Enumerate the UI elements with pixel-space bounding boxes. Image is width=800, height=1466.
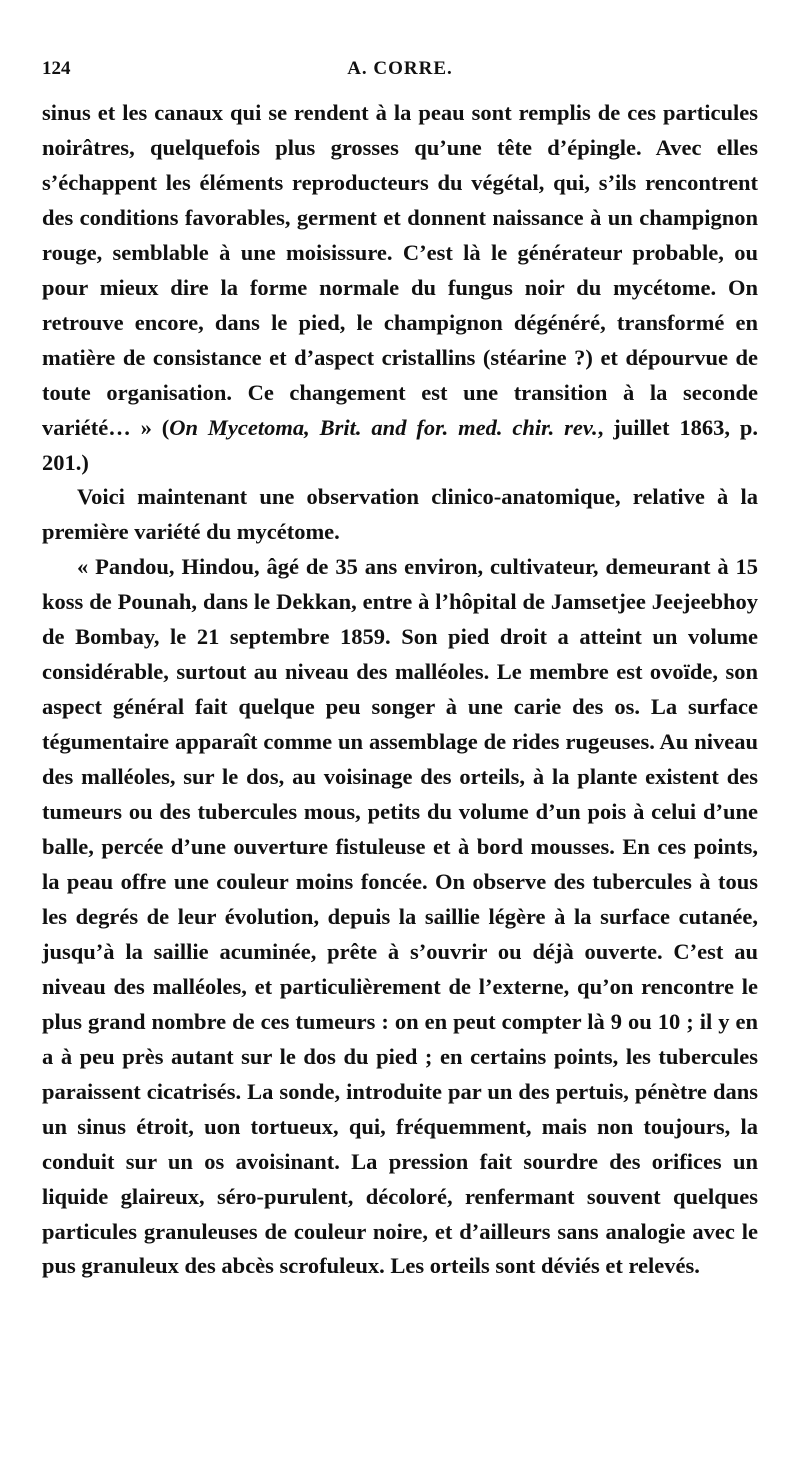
paragraph-text: sinus et les canaux qui se rendent à la peau sont remplis de ces particules noirâtres, quelquefois plus grosses qu’une tête d’épingle. Avec elles s’échappent les éléments reproducteurs du végétal, qui, s’ils rencontrent des conditions favorables, germent et donnent naissance à un champignon rouge, semblable à une moisissure. C’est là le générateur probable, ou pour mieux dire la forme normale du fungus noir du mycétome. On retrouve encore, dans le pied, le champignon dégénéré, transformé en matière de consistance et d’aspect cristallins (stéarine ?) et dépourvue de toute organisation. Ce changement est une transition à la seconde variété… » (: [42, 100, 758, 440]
citation-title: On Mycetoma, Brit. and for. med. chir. rev.: [169, 414, 598, 440]
book-page: [42, 58, 758, 1448]
body-text: [42, 96, 758, 1284]
running-title: A. CORRE.: [347, 58, 453, 79]
paragraph-continuation: [42, 96, 758, 480]
paragraph-case-report: « Pandou, Hindou, âgé de 35 ans environ, cultivateur, demeurant à 15 koss de Pounah, dans le Dekkan, entre à l’hôpital de Jamsetjee Jeejeebhoy de Bombay, le 21 septembre 1859. Son pied droit a atteint un volume considérable, surtout au niveau des malléoles. Le membre est ovoïde, son aspect général fait quelque peu songer à une carie des os. La surface tégumentaire apparaît comme un assemblage de rides rugeuses. Au niveau des malléoles, sur le dos, au voisinage des orteils, à la plante existent des tumeurs ou des tubercules mous, petits du volume d’un pois à celui d’une balle, percée d’une ouverture fistuleuse et à bord mousses. En ces points, la peau offre une couleur moins foncée. On observe des tubercules à tous les degrés de leur évolution, depuis la saillie légère à la surface cutanée, jusqu’à la saillie acuminée, prête à s’ouvrir ou déjà ouverte. C’est au niveau des malléoles, et particulièrement de l’externe, qu’on rencontre le plus grand nombre de ces tumeurs : on en peut compter là 9 ou 10 ; il y en a à peu près autant sur le dos du pied ; en certains points, les tubercules paraissent cicatrisés. La sonde, introduite par un des pertuis, pénètre dans un sinus étroit, uon tortueux, qui, fréquemment, mais non toujours, la conduit sur un os avoisinant. La pression fait sourdre des orifices un liquide glaireux, séro-purulent, décoloré, renfermant souvent quelques particules granuleuses de couleur noire, et d’ailleurs sans analogie avec le pus granuleux des abcès scrofuleux. Les orteils sont déviés et relevés.: [42, 554, 758, 1279]
page-number: 124: [42, 58, 71, 79]
citation-details: , juillet 1863, p. 201.): [42, 414, 758, 475]
page-header: [42, 58, 758, 96]
paragraph-intro-observation: Voici maintenant une observation clinico-anatomique, relative à la première variété du mycétome.: [42, 484, 758, 545]
